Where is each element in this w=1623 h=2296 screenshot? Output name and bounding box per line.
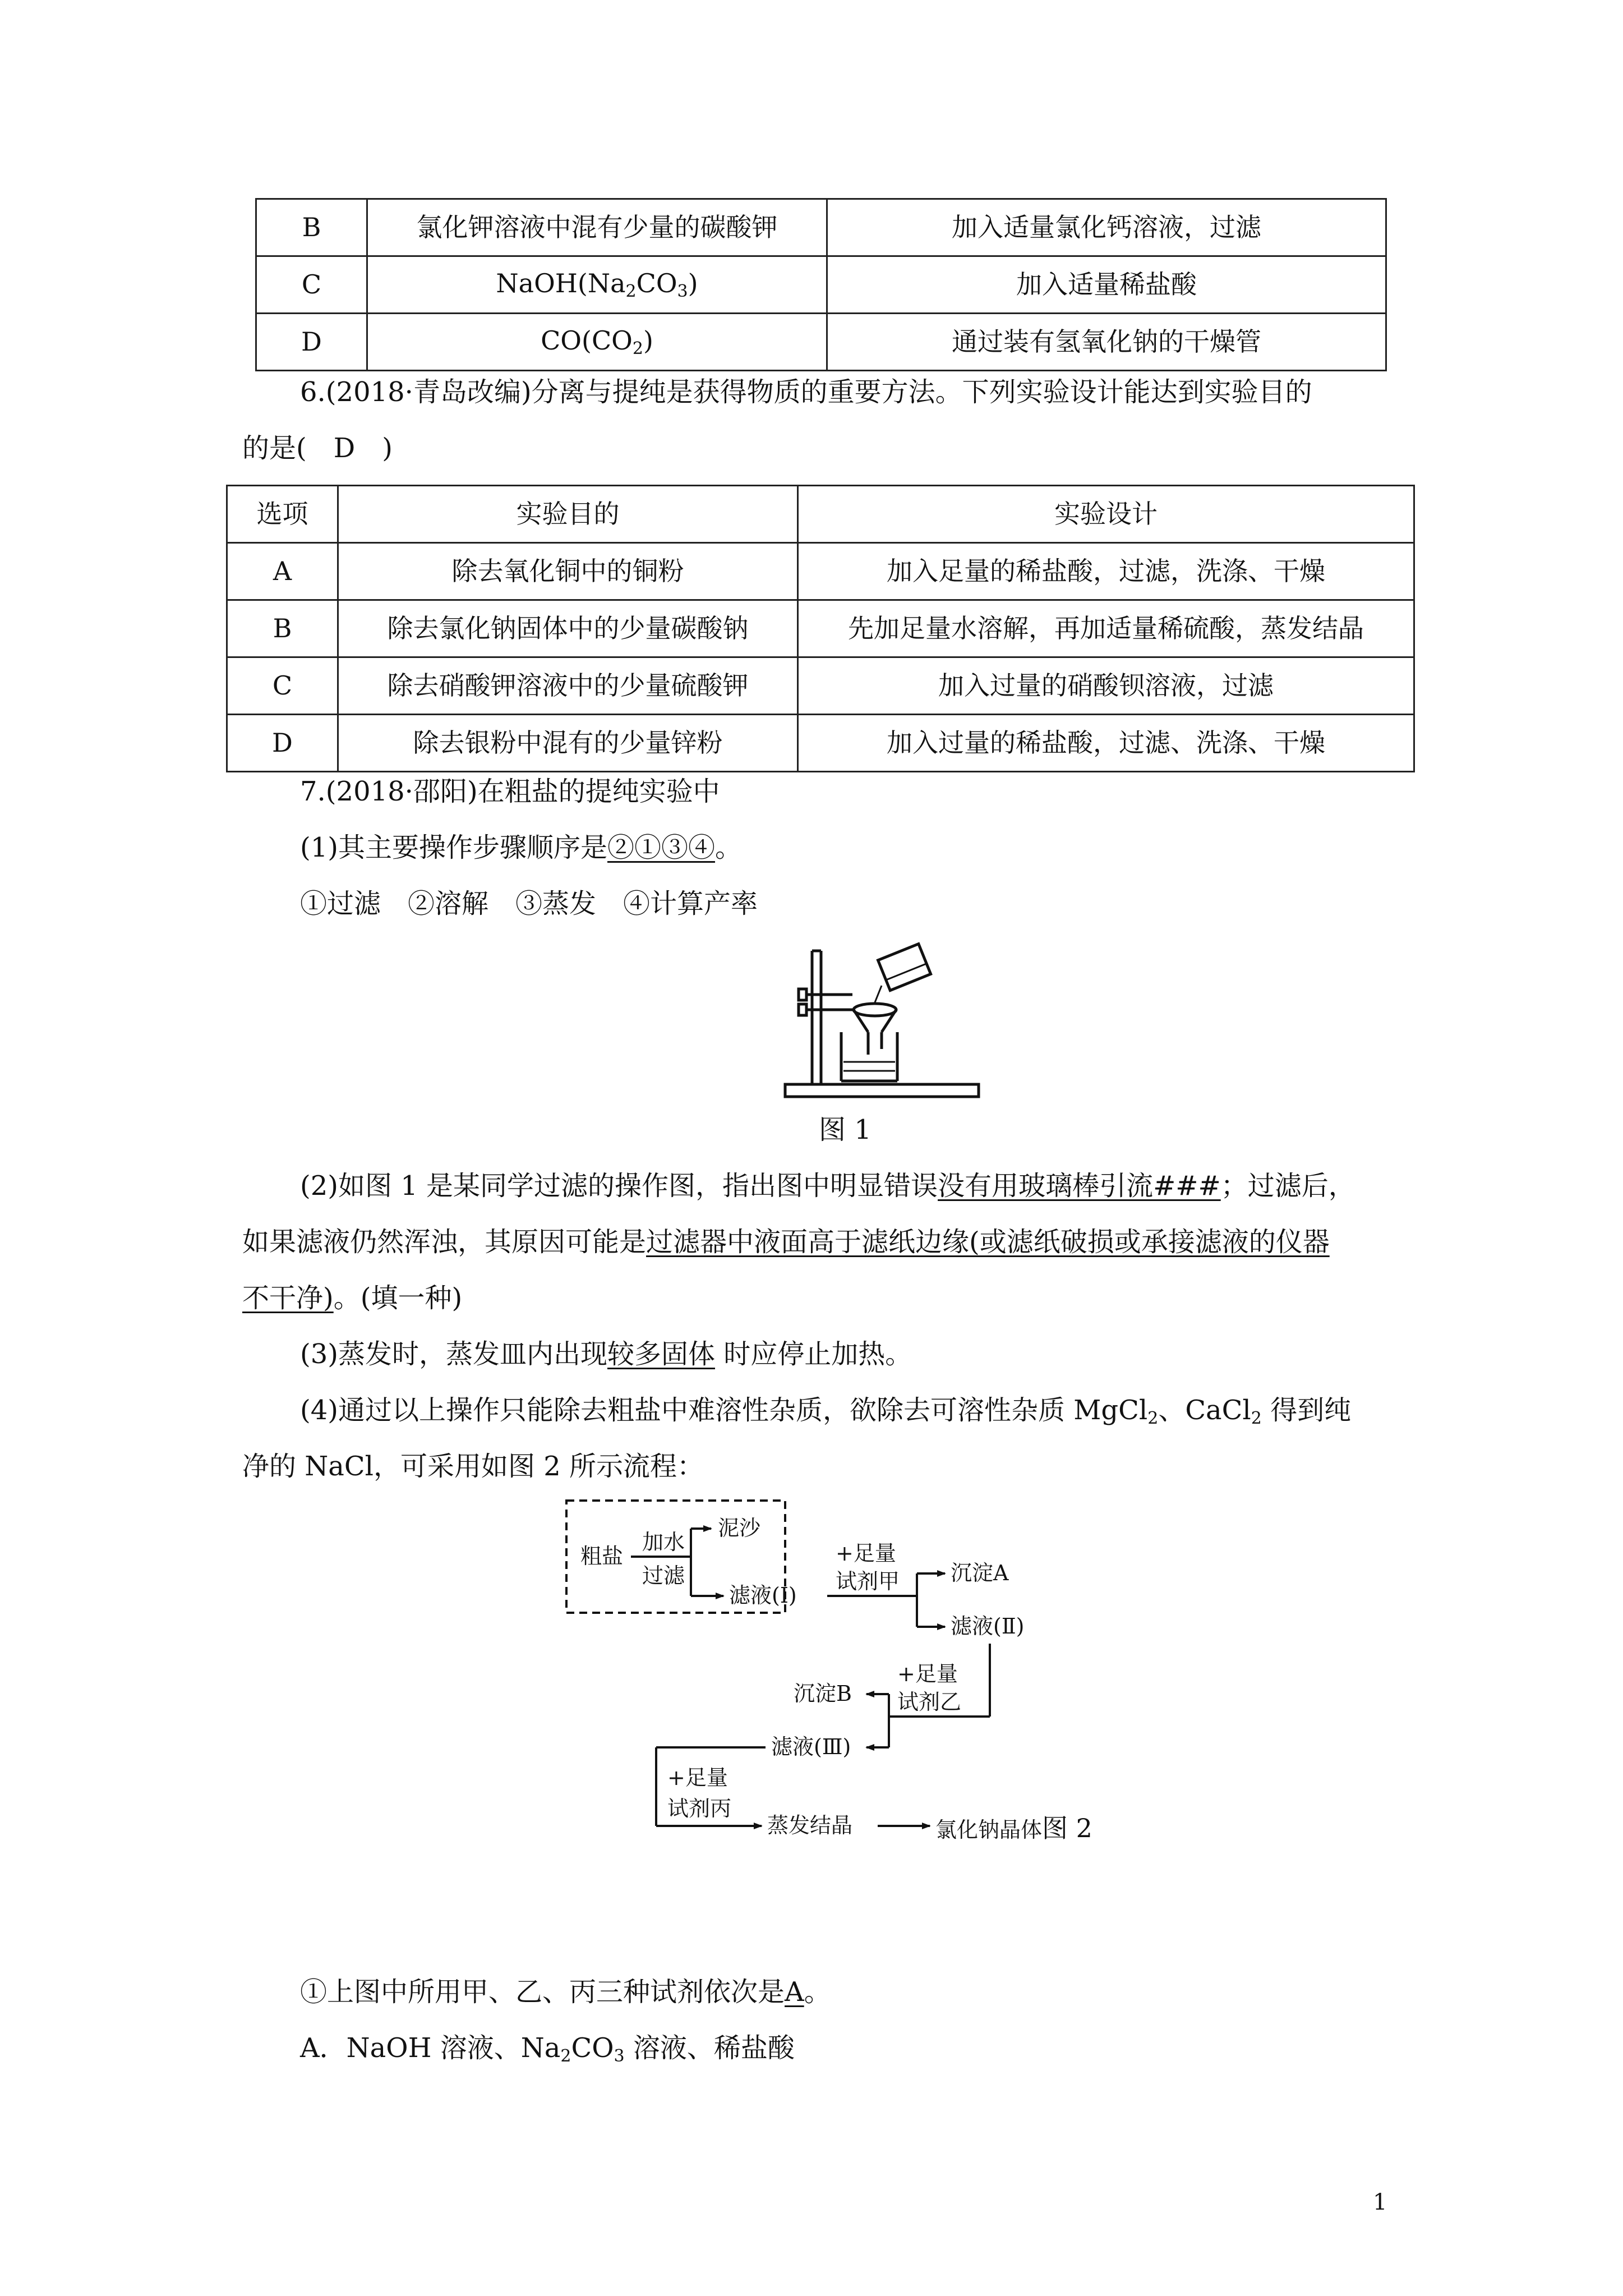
- evaporate-label: 蒸发结晶: [767, 1813, 853, 1838]
- q7-part2-line2: 如果滤液仍然浑浊，其原因可能是过滤器中液面高于滤纸边缘(或滤纸破损或承接滤液的仪器: [242, 1226, 1330, 1258]
- answer-blank: 较多固体: [607, 1338, 716, 1370]
- reagent-c-line2: 试剂丙: [667, 1796, 732, 1821]
- precipitate-b-label: 沉淀B: [794, 1681, 852, 1706]
- answer-blank: 过滤器中液面高于滤纸边缘(或滤纸破损或承接滤液的仪器: [646, 1226, 1330, 1258]
- crude-salt-label: 粗盐: [580, 1544, 624, 1568]
- sample-cell: $NaOH(Na_2CO_3)$: [367, 256, 827, 314]
- table-row: A 除去氧化铜中的铜粉 加入足量的稀盐酸，过滤，洗涤、干燥: [227, 543, 1414, 600]
- table-row: C 除去硝酸钾溶液中的少量硫酸钾 加入过量的硝酸钡溶液，过滤: [227, 657, 1414, 715]
- header-option: 选项: [227, 486, 338, 543]
- option-cell: D: [256, 314, 367, 371]
- filtrate-3-label: 滤液(Ⅲ): [771, 1734, 851, 1759]
- q7-part2-line1: (2)如图 1 是某同学过滤的操作图，指出图中明显错误没有用玻璃棒引流###；过滤后，: [300, 1170, 1355, 1202]
- option-cell: C: [256, 256, 367, 314]
- filtrate-1-label: 滤液(Ⅰ): [729, 1583, 797, 1608]
- question-6-line2: 的是( D ): [242, 432, 393, 464]
- q7-steps: ①过滤 ②溶解 ③蒸发 ④计算产率: [300, 888, 758, 919]
- q7-subquestion-1: ①上图中所用甲、乙、丙三种试剂依次是A。: [300, 1976, 831, 2008]
- header-design: 实验设计: [798, 486, 1414, 543]
- question-7-title: 7.(2018·邵阳)在粗盐的提纯实验中: [300, 776, 720, 807]
- answer-blank: A: [785, 1976, 804, 2008]
- figure-1-caption: 图 1: [819, 1114, 872, 1145]
- method-cell: 通过装有氢氧化钠的干燥管: [827, 314, 1386, 371]
- reagent-c-line1: +足量: [667, 1765, 728, 1790]
- option-a: A．NaOH 溶液、$Na_2CO_3$ 溶液、稀盐酸: [300, 2032, 795, 2066]
- page-number: 1: [1373, 2189, 1387, 2215]
- method-cell: 加入适量稀盐酸: [827, 256, 1386, 314]
- question-6-line1: 6.(2018·青岛改编)分离与提纯是获得物质的重要方法。下列实验设计能达到实验目的: [300, 376, 1312, 408]
- reagent-a-line2: 试剂甲: [836, 1569, 900, 1594]
- mud-label: 泥沙: [718, 1516, 761, 1540]
- figure-2-caption: 图 2: [1042, 1813, 1092, 1843]
- q7-part2-line3: 不干净)。(填一种): [242, 1282, 463, 1314]
- add-water-label: 加水: [642, 1530, 685, 1554]
- precipitate-a-label: 沉淀A: [951, 1561, 1009, 1585]
- answer-blank: 没有用玻璃棒引流###: [938, 1170, 1221, 1202]
- table-row: B 除去氯化钠固体中的少量碳酸钠 先加足量水溶解，再加适量稀硫酸，蒸发结晶: [227, 600, 1414, 657]
- reagent-a-line1: +足量: [836, 1541, 896, 1566]
- table-row: D 除去银粉中混有的少量锌粉 加入过量的稀盐酸，过滤、洗涤、干燥: [227, 715, 1414, 772]
- reagent-b-line2: 试剂乙: [897, 1690, 962, 1714]
- sample-cell: 氯化钾溶液中混有少量的碳酸钾: [367, 199, 827, 256]
- option-cell: B: [256, 199, 367, 256]
- q7-part4-line2: 净的 NaCl，可采用如图 2 所示流程：: [242, 1451, 704, 1482]
- method-cell: 加入适量氯化钙溶液，过滤: [827, 199, 1386, 256]
- q7-part4-line1: (4)通过以上操作只能除去粗盐中难溶性杂质，欲除去可溶性杂质 MgCl$_2$、CaCl$_2$ 得到纯: [300, 1395, 1352, 1428]
- filter-label: 过滤: [642, 1563, 685, 1588]
- product-label: 氯化钠晶体图 2: [935, 1813, 1092, 1843]
- q7-part1: (1)其主要操作步骤顺序是②①③④。: [300, 832, 743, 863]
- header-purpose: 实验目的: [338, 486, 798, 543]
- answer-blank: ②①③④: [607, 832, 716, 863]
- answer-blank: 不干净): [242, 1282, 334, 1314]
- filtrate-2-label: 滤液(Ⅱ): [951, 1614, 1025, 1639]
- reagent-b-line1: +足量: [897, 1662, 958, 1686]
- q7-part3: (3)蒸发时，蒸发皿内出现较多固体 时应停止加热。: [300, 1338, 912, 1370]
- sample-cell: $CO(CO_2)$: [367, 314, 827, 371]
